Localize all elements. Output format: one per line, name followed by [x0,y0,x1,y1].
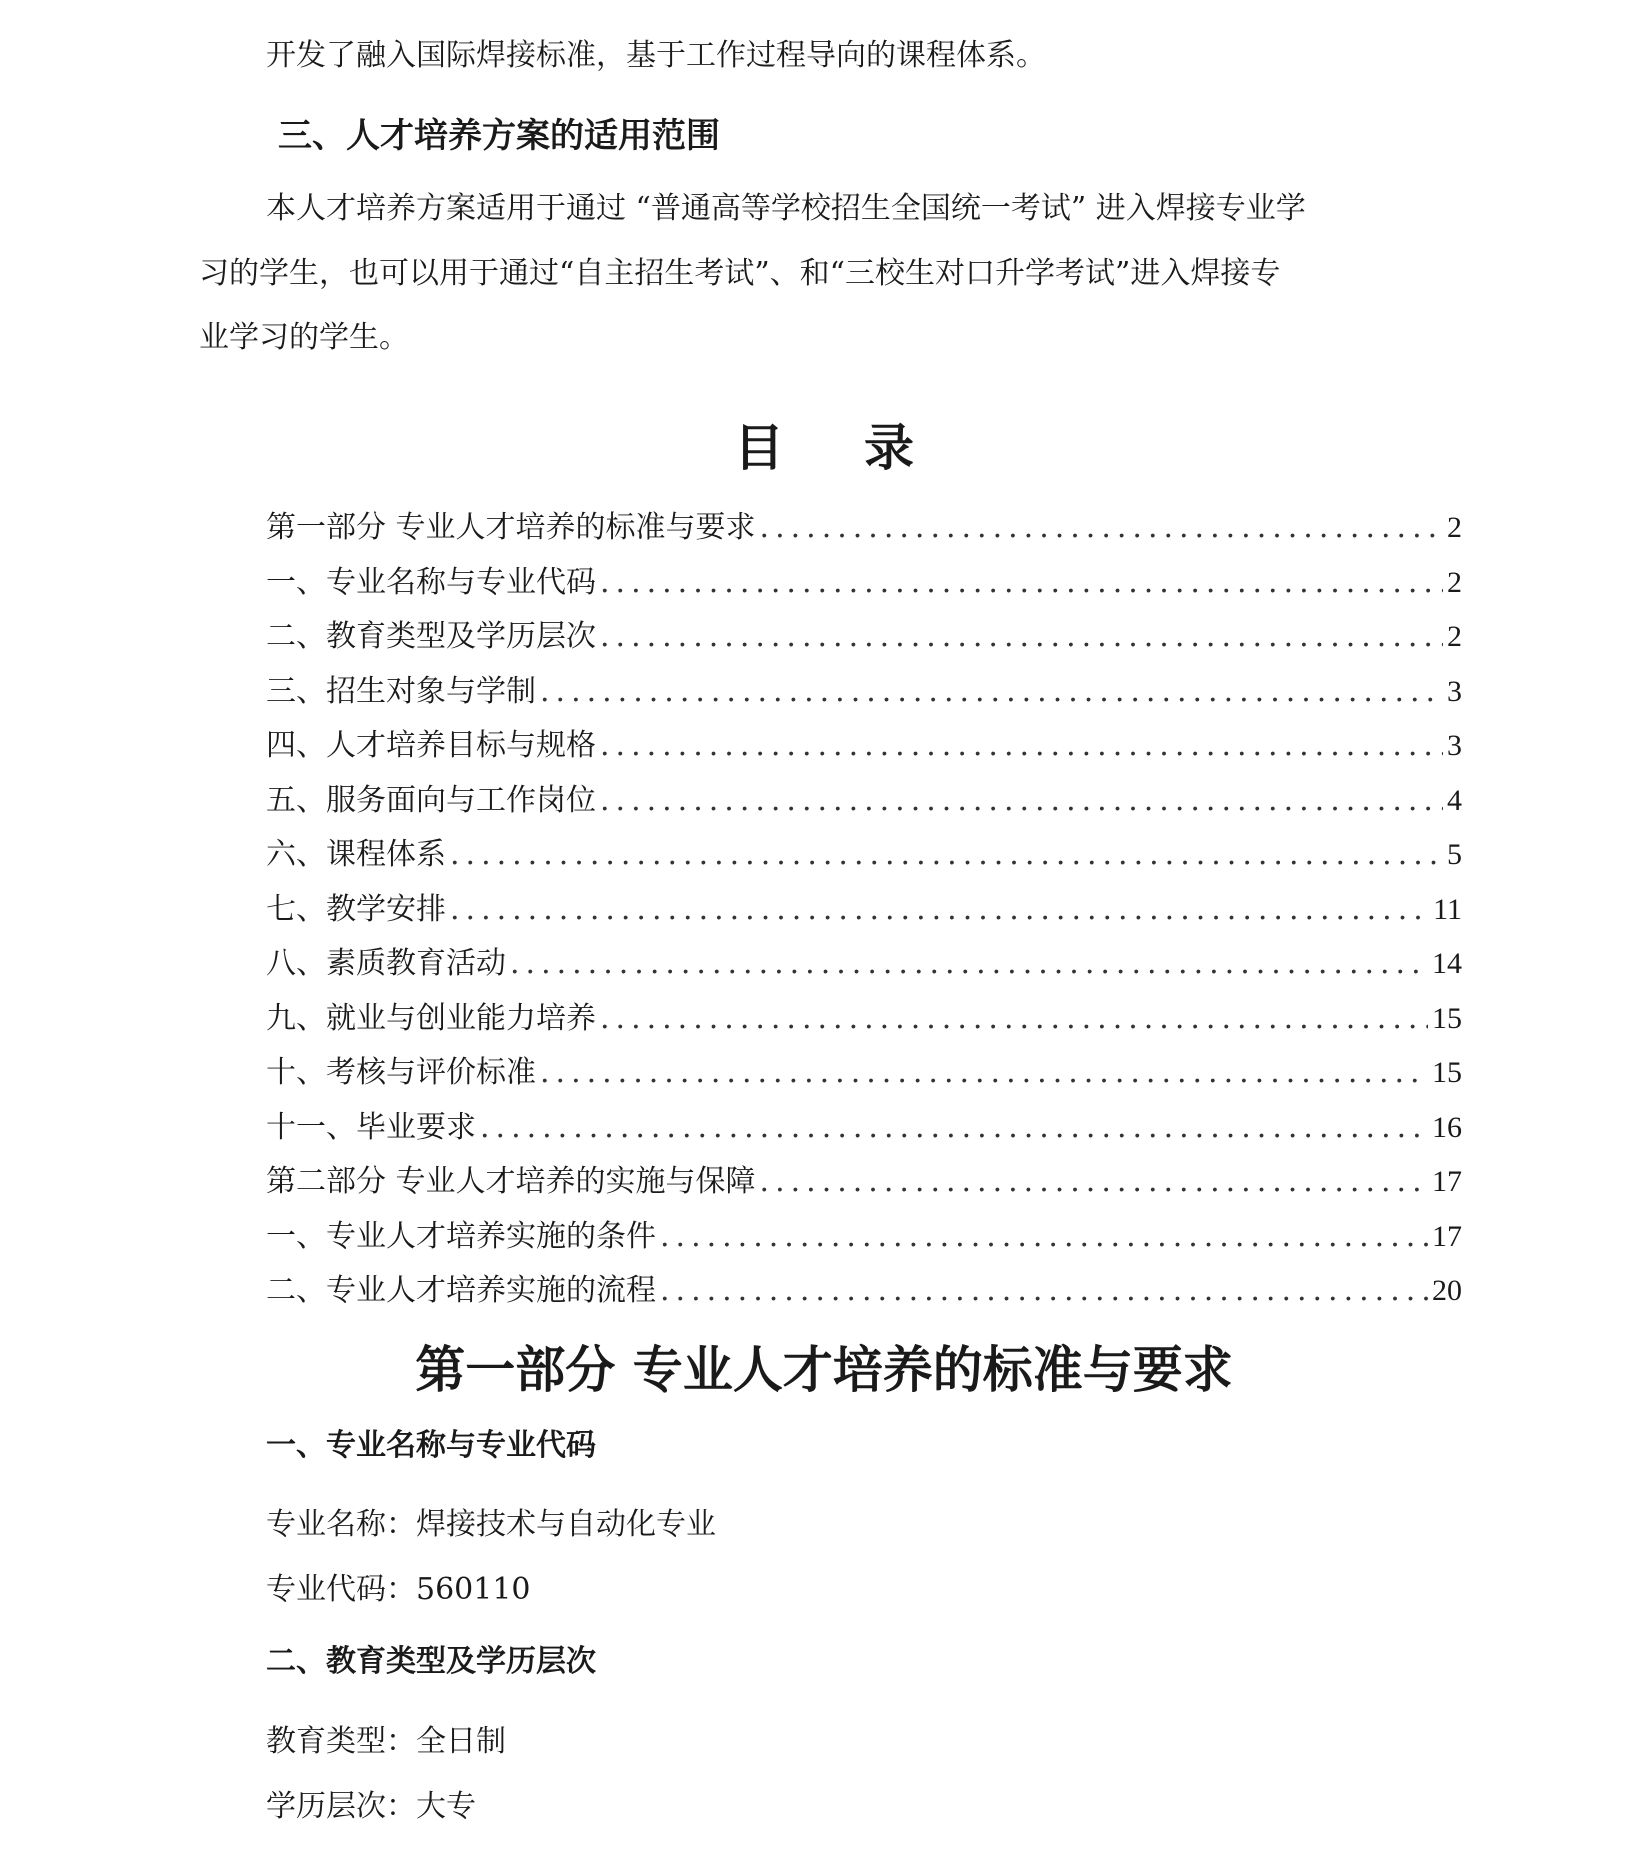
toc-leader-dots [480,1108,1428,1148]
education-level-field: 学历层次：大专 [266,1789,476,1824]
toc-leader-dots [600,726,1443,766]
toc-entry[interactable] [266,563,1462,618]
toc-leader-dots [450,835,1443,875]
toc-entry-text: 二、专业人才培养实施的流程 [266,1273,656,1308]
part-one-title: 第一部分 专业人才培养的标准与要求 [415,1341,1233,1399]
toc-entry[interactable] [266,999,1462,1054]
toc-entry-page: 4 [1447,783,1462,817]
toc-entry-page: 2 [1447,511,1462,544]
toc-entry[interactable] [266,890,1462,945]
toc-leader-dots [600,781,1443,821]
toc-leader-dots [660,1217,1428,1257]
toc-entry-page: 3 [1447,729,1462,762]
toc-entry-text: 四、人才培养目标与规格 [266,728,596,763]
toc-entry-text: 第二部分 专业人才培养的实施与保障 [266,1164,756,1199]
toc-entry-text: 九、就业与创业能力培养 [266,1000,596,1036]
toc-entry-text: 六、课程体系 [266,837,446,872]
table-of-contents [266,508,1462,1326]
toc-entry-text: 五、服务面向与工作岗位 [266,782,596,818]
toc-entry-page: 15 [1432,1001,1462,1035]
toc-leader-dots [600,999,1428,1039]
toc-entry-text: 二、教育类型及学历层次 [266,619,596,654]
toc-title: 目录 [734,419,994,477]
toc-entry[interactable] [266,1271,1462,1326]
education-type-field: 教育类型：全日制 [266,1724,506,1759]
toc-entry-page: 14 [1432,947,1462,980]
toc-entry-page: 3 [1447,674,1462,708]
toc-entry-text: 三、招生对象与学制 [266,673,536,709]
scope-paragraph-line-2: 习的学生，也可以用于通过“自主招生考试”、和“三校生对口升学考试”进入焊接专 [199,256,1281,291]
toc-entry-page: 16 [1432,1110,1462,1144]
toc-leader-dots [540,1053,1428,1093]
toc-leader-dots [760,508,1443,548]
section-heading-education-type: 二、教育类型及学历层次 [266,1644,596,1679]
toc-entry[interactable] [266,1053,1462,1108]
toc-leader-dots [760,1162,1428,1202]
intro-line: 开发了融入国际焊接标准，基于工作过程导向的课程体系。 [266,38,1046,73]
toc-entry-page: 15 [1432,1056,1462,1089]
toc-entry-text: 一、专业人才培养实施的条件 [266,1218,656,1254]
toc-entry[interactable] [266,617,1462,672]
toc-entry[interactable] [266,944,1462,999]
toc-entry[interactable] [266,835,1462,890]
toc-entry[interactable] [266,672,1462,727]
toc-entry-page: 20 [1432,1274,1462,1307]
section-heading-scope: 三、人才培养方案的适用范围 [278,116,720,156]
major-code-field: 专业代码：560110 [266,1572,531,1607]
toc-entry[interactable] [266,1217,1462,1272]
toc-entry[interactable] [266,726,1462,781]
toc-leader-dots [510,944,1428,984]
toc-entry-text: 第一部分 专业人才培养的标准与要求 [266,510,756,545]
scope-paragraph-line-1: 本人才培养方案适用于通过 “普通高等学校招生全国统一考试” 进入焊接专业学 [266,191,1306,226]
scope-paragraph-line-3: 业学习的学生。 [199,320,409,355]
toc-entry[interactable] [266,508,1462,563]
toc-entry-text: 十一、毕业要求 [266,1109,476,1145]
toc-entry-text: 八、素质教育活动 [266,946,506,981]
toc-entry-text: 十、考核与评价标准 [266,1055,536,1090]
toc-entry-page: 5 [1447,838,1462,871]
toc-leader-dots [660,1271,1428,1311]
toc-leader-dots [450,890,1429,930]
toc-leader-dots [540,672,1443,712]
toc-entry-page: 17 [1432,1165,1462,1198]
major-name-field: 专业名称：焊接技术与自动化专业 [266,1507,716,1542]
toc-entry[interactable] [266,781,1462,836]
toc-entry-page: 2 [1447,620,1462,653]
section-heading-major-name-code: 一、专业名称与专业代码 [266,1428,596,1463]
toc-entry-text: 七、教学安排 [266,891,446,927]
toc-entry[interactable] [266,1108,1462,1163]
toc-entry[interactable] [266,1162,1462,1217]
toc-entry-page: 11 [1433,892,1462,926]
toc-entry-text: 一、专业名称与专业代码 [266,564,596,600]
toc-leader-dots [600,617,1443,657]
toc-entry-page: 2 [1447,565,1462,599]
toc-leader-dots [600,563,1443,603]
toc-entry-page: 17 [1432,1219,1462,1253]
